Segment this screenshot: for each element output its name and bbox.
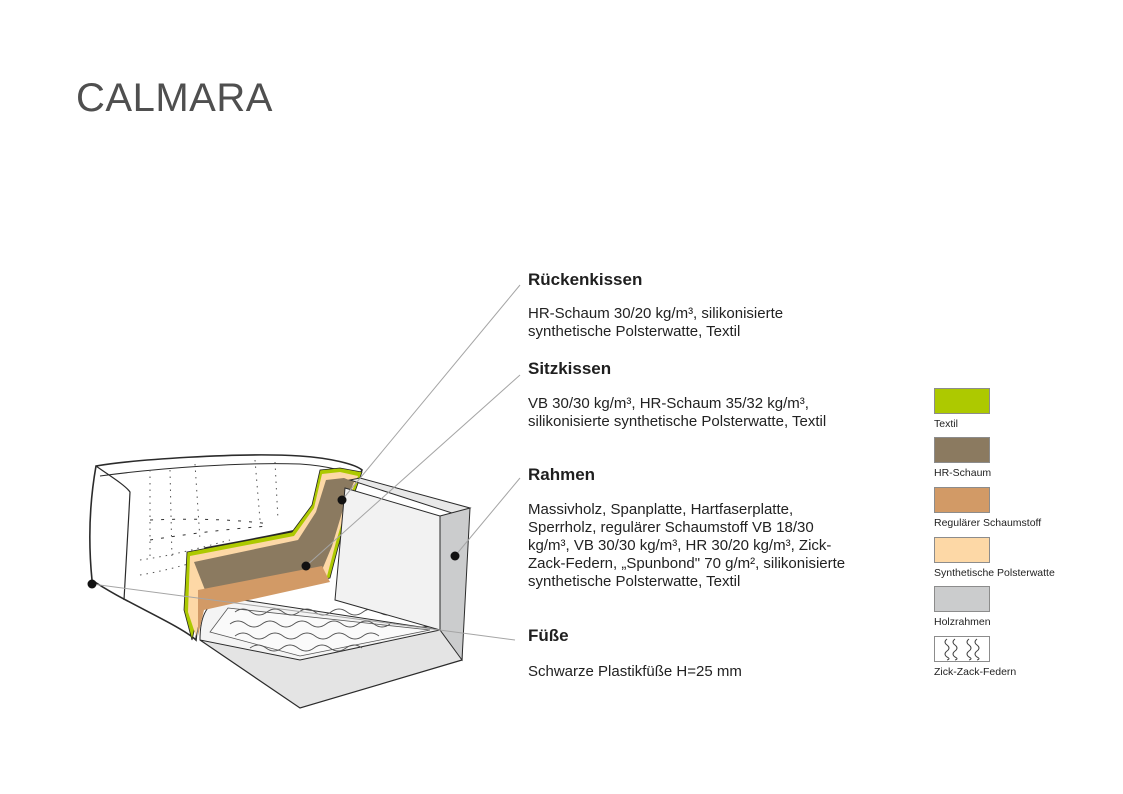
- section-heading: Sitzkissen: [528, 359, 612, 378]
- section-heading: Füße: [528, 626, 569, 645]
- legend-swatch: [934, 636, 990, 662]
- marker-dot: [302, 562, 311, 571]
- section-fuesse: [528, 625, 848, 681]
- section-text: VB 30/30 kg/m³, HR-Schaum 35/32 kg/m³, silikonisierte synthetische Polsterwatte, Textil: [528, 395, 827, 430]
- section-sitzkissen: [528, 358, 848, 431]
- legend-item-textil: [934, 388, 990, 430]
- legend-item-holzrahmen: [934, 586, 991, 628]
- legend-swatch: [934, 537, 990, 563]
- section-text: Schwarze Plastikfüße H=25 mm: [528, 663, 742, 680]
- marker-dot: [451, 552, 460, 561]
- section-rahmen: [528, 464, 848, 591]
- section-rueckenkissen: [528, 269, 848, 341]
- legend-swatch: [934, 437, 990, 463]
- marker-dot: [88, 580, 97, 589]
- legend-item-zick-zack-federn: [934, 636, 1016, 678]
- legend-label: Textil: [934, 418, 958, 430]
- legend-item-polsterwatte: [934, 537, 1055, 579]
- legend-label: Holzrahmen: [934, 616, 991, 628]
- legend-item-hr-schaum: [934, 437, 991, 479]
- section-heading: Rahmen: [528, 465, 596, 484]
- marker-dot: [338, 496, 347, 505]
- legend-item-regulaerer-schaumstoff: [934, 487, 1041, 529]
- section-text: HR-Schaum 30/20 kg/m³, silikonisierte synthetische Polsterwatte, Textil: [528, 305, 784, 340]
- legend-swatch: [934, 487, 990, 513]
- section-text: Massivholz, Spanplatte, Hartfaserplatte, Sperrholz, regulärer Schaumstoff VB 18/30 kg/m³, VB 30/30 kg/m³, HR 30/20 kg/m³, Zick-Zack-Federn, „Spunbond" 70 g/m², silikonisierte synthetische Polsterwatte, Textil: [528, 501, 846, 590]
- section-heading: Rückenkissen: [528, 270, 643, 289]
- page-title: CALMARA: [76, 76, 273, 120]
- legend-label: Synthetische Polsterwatte: [934, 567, 1055, 579]
- spring-pattern-icon: [935, 637, 989, 661]
- legend-label: Zick-Zack-Federn: [934, 666, 1017, 678]
- legend-label: HR-Schaum: [934, 467, 992, 479]
- armrest-frame-inner: [335, 488, 440, 630]
- legend-label: Regulärer Schaumstoff: [934, 517, 1042, 529]
- legend-swatch: [934, 388, 990, 414]
- legend-swatch: [934, 586, 990, 612]
